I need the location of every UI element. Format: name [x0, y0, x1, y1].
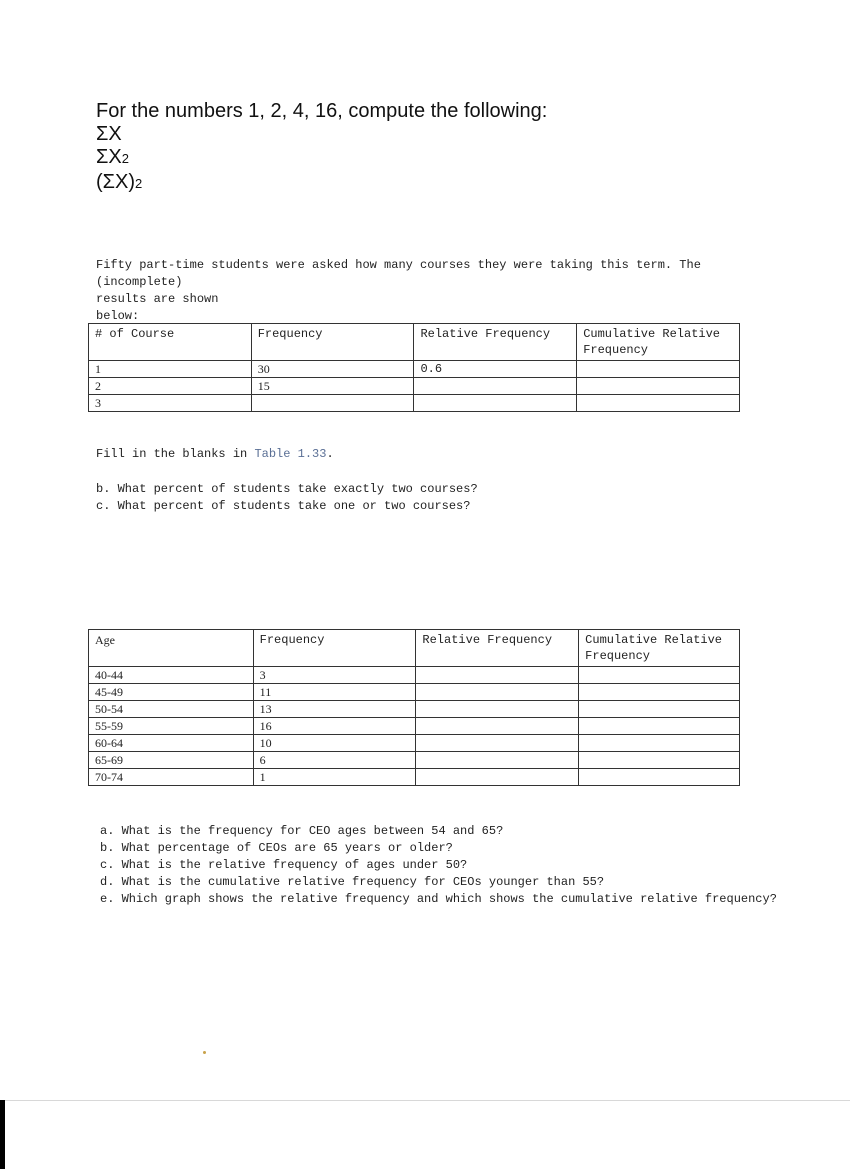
- scan-border-line: [0, 1100, 850, 1101]
- header-cell: Relative Frequency: [416, 630, 579, 667]
- question-item: c. What percent of students take one or two courses?: [96, 499, 471, 513]
- table-row: [89, 701, 740, 718]
- table-cell: 11: [253, 684, 416, 701]
- table-cell: 2: [89, 378, 252, 395]
- question-item: b. What percentage of CEOs are 65 years or older?: [100, 841, 453, 855]
- table-cell: [579, 752, 740, 769]
- table-cell: [577, 361, 740, 378]
- table-cell: [414, 378, 577, 395]
- table-cell: [416, 718, 579, 735]
- table-cell: 3: [253, 667, 416, 684]
- heading-title: For the numbers 1, 2, 4, 16, compute the following:: [96, 100, 548, 122]
- header-cell: Cumulative Relative Frequency: [579, 630, 740, 667]
- header-cell: Age: [89, 630, 254, 667]
- table-row: [89, 395, 740, 412]
- table-row: [89, 735, 740, 752]
- question-item: d. What is the cumulative relative frequency for CEOs younger than 55?: [100, 875, 605, 889]
- header-cell: Frequency: [253, 630, 416, 667]
- table-row: [89, 752, 740, 769]
- sum-x-all-squared-sub: 2: [135, 176, 143, 191]
- sum-x-squared-item: [96, 146, 547, 170]
- table-cell: [414, 395, 577, 412]
- table-cell: 70-74: [89, 769, 254, 786]
- question-item: e. Which graph shows the relative frequency and which shows the cumulative relative frequency?: [100, 892, 777, 906]
- questions-block-2: [100, 823, 777, 908]
- table-cell: [579, 735, 740, 752]
- table-row: [89, 667, 740, 684]
- table-cell: [579, 667, 740, 684]
- table-cell: 1: [89, 361, 252, 378]
- header-cell: Cumulative Relative Frequency: [577, 324, 740, 361]
- sum-x-item: [96, 123, 547, 145]
- table-header-row: [89, 324, 740, 361]
- courses-table: [88, 323, 740, 412]
- table-row: [89, 684, 740, 701]
- table-cell: [416, 667, 579, 684]
- intro-line-3: below:: [96, 309, 140, 323]
- fill-in-instruction: [96, 447, 334, 461]
- sum-x-base: ΣX: [96, 123, 122, 145]
- intro-line-1: Fifty part-time students were asked how many courses they were taking this term. The (incomplete): [96, 258, 701, 289]
- fill-in-suffix: .: [326, 447, 334, 461]
- intro-line-2: results are shown: [96, 292, 219, 306]
- table-cell: [579, 684, 740, 701]
- intro-paragraph: [96, 257, 756, 325]
- table-cell: [416, 684, 579, 701]
- table-cell: 60-64: [89, 735, 254, 752]
- table-cell: [416, 769, 579, 786]
- scan-edge-mark: [0, 1100, 5, 1169]
- table-cell: 13: [253, 701, 416, 718]
- table-cell: 40-44: [89, 667, 254, 684]
- header-cell: Frequency: [251, 324, 414, 361]
- table-cell: 65-69: [89, 752, 254, 769]
- table-cell: [416, 735, 579, 752]
- scan-speck: [203, 1051, 206, 1054]
- table-cell: 15: [251, 378, 414, 395]
- table-cell: 16: [253, 718, 416, 735]
- table-cell: 50-54: [89, 701, 254, 718]
- table-cell: 10: [253, 735, 416, 752]
- fill-in-prefix: Fill in the blanks in: [96, 447, 255, 461]
- table-row: [89, 378, 740, 395]
- table-cell: [579, 718, 740, 735]
- table-cell: 0.6: [414, 361, 577, 378]
- exercise-heading: [96, 100, 547, 196]
- table-cell: [579, 701, 740, 718]
- sum-x-all-squared-item: [96, 171, 547, 195]
- table-cell: 45-49: [89, 684, 254, 701]
- table-cell: 1: [253, 769, 416, 786]
- table-row: [89, 361, 740, 378]
- sum-x-all-squared-base: (ΣX): [96, 171, 136, 193]
- table-cell: 30: [251, 361, 414, 378]
- table-cell: [251, 395, 414, 412]
- table-header-row: [89, 630, 740, 667]
- table-cell: 6: [253, 752, 416, 769]
- table-row: [89, 718, 740, 735]
- table-row: [89, 769, 740, 786]
- sum-x-squared-sub: 2: [121, 151, 129, 166]
- header-cell: Relative Frequency: [414, 324, 577, 361]
- question-item: a. What is the frequency for CEO ages between 54 and 65?: [100, 824, 504, 838]
- table-cell: 3: [89, 395, 252, 412]
- table-cell: [416, 701, 579, 718]
- table-cell: [577, 395, 740, 412]
- table-cell: [577, 378, 740, 395]
- ceo-ages-table: [88, 629, 740, 786]
- table-cell: [416, 752, 579, 769]
- header-cell: # of Course: [89, 324, 252, 361]
- question-item: c. What is the relative frequency of ages under 50?: [100, 858, 468, 872]
- table-reference-link[interactable]: Table 1.33: [254, 447, 327, 461]
- questions-block-1: [96, 481, 478, 515]
- question-item: b. What percent of students take exactly two courses?: [96, 482, 478, 496]
- sum-x-squared-base: ΣX: [96, 146, 122, 168]
- table-cell: [579, 769, 740, 786]
- table-cell: 55-59: [89, 718, 254, 735]
